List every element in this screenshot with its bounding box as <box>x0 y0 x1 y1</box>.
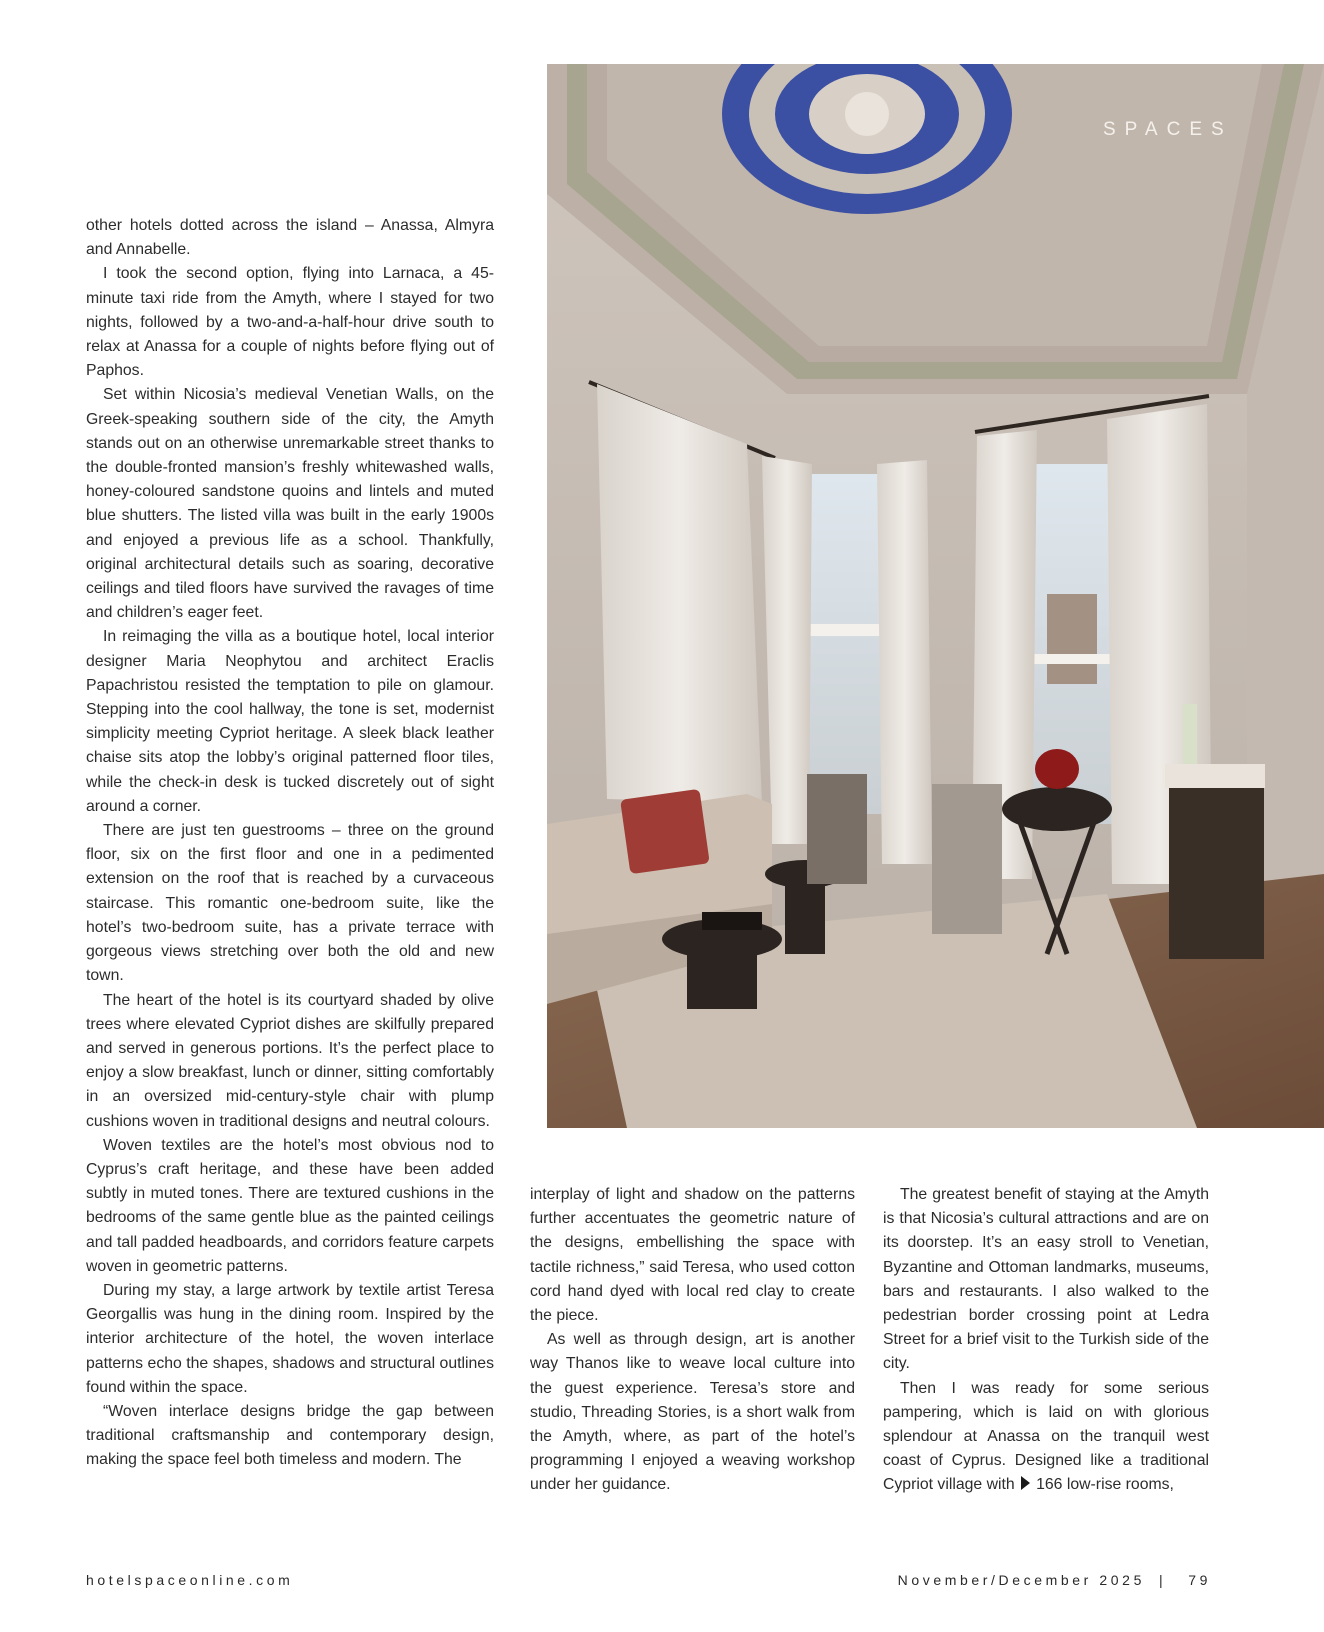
page-number: 79 <box>1188 1572 1211 1588</box>
footer-website: hotelspaceonline.com <box>86 1572 294 1588</box>
paragraph: interplay of light and shadow on the patterns further accentuates the geometric nature of the designs, embellishing the space with tactile richness,” said Teresa, who used cotton cord hand dyed with local red clay to create the piece. <box>530 1186 855 1325</box>
paragraph: Woven textiles are the hotel’s most obvious nod to Cyprus’s craft heritage, and these have been added subtly in muted tones. There are textured cushions in the bedrooms of the same gentle blue as the painted ceilings and tall padded headboards, and corridors feature carpets woven in geometric patterns. <box>86 1136 494 1275</box>
article-column-3 <box>883 1183 1209 1498</box>
paragraph-text: 166 low-rise rooms, <box>1036 1476 1174 1494</box>
article-column-2 <box>530 1183 855 1498</box>
issue-date: November/December 2025 <box>897 1572 1145 1588</box>
footer-separator: | <box>1158 1572 1167 1588</box>
continuation-arrow-icon <box>1021 1476 1030 1490</box>
paragraph <box>883 1377 1209 1498</box>
paragraph: In reimaging the villa as a boutique hotel, local interior designer Maria Neophytou and architect Eraclis Papachristou resisted the temptation to pile on glamour. Stepping into the cool hallway, the tone is set, modernist simplicity meeting Cypriot heritage. A sleek black leather chaise sits atop the lobby’s original patterned floor tiles, while the check-in desk is tucked discretely out of sight around a corner. <box>86 628 494 815</box>
hotel-suite-photo <box>547 64 1324 1128</box>
section-tag: SPACES <box>1103 119 1233 140</box>
paragraph: Set within Nicosia’s medieval Venetian Walls, on the Greek-speaking southern side of the city, the Amyth stands out on an otherwise unremarkable street thanks to the double-fronted mansion’s freshly whitewashed walls, honey-coloured sandstone quoins and lintels and muted blue shutters. The listed villa was built in the early 1900s and enjoyed a previous life as a school. Thankfully, original architectural details such as soaring, decorative ceilings and tiled floors have survived the ravages of time and children’s eager feet. <box>86 386 494 622</box>
paragraph: “Woven interlace designs bridge the gap between traditional craftsmanship and contemporary design, making the space feel both timeless and modern. The <box>86 1402 494 1469</box>
paragraph: The heart of the hotel is its courtyard shaded by olive trees where elevated Cypriot dishes are skilfully prepared and served in generous portions. It’s the perfect place to enjoy a slow breakfast, lunch or dinner, sitting comfortably in an oversized mid-century-style chair with plump cushions woven in traditional designs and neutral colours. <box>86 991 494 1130</box>
paragraph-text: Then I was ready for some serious pampering, which is laid on with glorious splendour at Anassa on the tranquil west coast of Cyprus. Designed like a traditional Cypriot village with <box>883 1379 1209 1494</box>
paragraph: The greatest benefit of staying at the Amyth is that Nicosia’s cultural attractions and are on its doorstep. It’s an easy stroll to Venetian, Byzantine and Ottoman landmarks, museums, bars and restaurants. I also walked to the pedestrian border crossing point at Ledra Street for a brief visit to the Turkish side of the city. <box>883 1186 1209 1373</box>
paragraph: During my stay, a large artwork by textile artist Teresa Georgallis was hung in the dining room. Inspired by the interior architecture of the hotel, the woven interlace patterns echo the shapes, shadows and structural outlines found within the space. <box>86 1281 494 1396</box>
paragraph: As well as through design, art is another way Thanos like to weave local culture into the guest experience. Teresa’s store and studio, Threading Stories, is a short walk from the Amyth, where, as part of the hotel’s programming I enjoyed a weaving workshop under her guidance. <box>530 1331 855 1494</box>
footer-issue <box>898 1572 1211 1588</box>
article-column-1 <box>86 214 494 1473</box>
paragraph: I took the second option, flying into Larnaca, a 45-minute taxi ride from the Amyth, where I stayed for two nights, followed by a two-and-a-half-hour drive south to relax at Anassa for a couple of nights before flying out of Paphos. <box>86 265 494 380</box>
paragraph: There are just ten guestrooms – three on the ground floor, six on the first floor and one in a pedimented extension on the roof that is reached by a curvaceous staircase. This romantic one-bedroom suite, like the hotel’s two-bedroom suite, has a private terrace with gorgeous views stretching over both the old and new town. <box>86 822 494 985</box>
paragraph: other hotels dotted across the island – Anassa, Almyra and Annabelle. <box>86 217 494 259</box>
